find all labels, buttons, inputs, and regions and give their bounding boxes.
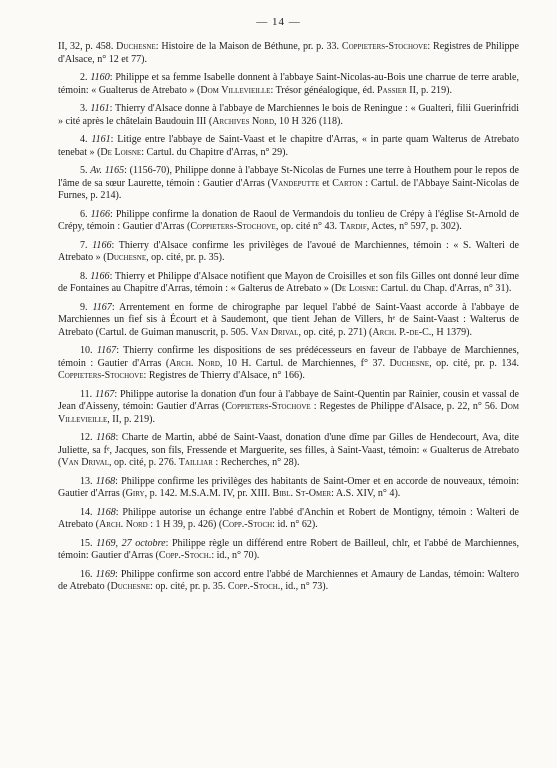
entry-text: : id. n° 62). xyxy=(272,519,318,530)
entry-number: 9. xyxy=(80,301,88,313)
entry-text: : Philippe autorise la donation d'un four à l'abbaye de Saint-Quentin par Rainier, cousin et vassal de Jean d'Aisseny, témoin: xyxy=(58,388,520,412)
small-caps-text: Copp.-Stoch. xyxy=(227,581,281,592)
small-caps-text: Copp.-Stoch. xyxy=(158,550,212,561)
small-caps-text: Carton xyxy=(332,177,363,189)
entry-date: 1161 xyxy=(91,134,111,145)
italic-text: Gautier d'Arras xyxy=(97,357,162,369)
entry-item xyxy=(58,209,519,234)
entry-text: : xyxy=(375,283,381,294)
small-caps-text: Dom Villevieille xyxy=(200,84,271,96)
entry-text: et xyxy=(319,177,333,189)
entry-text: : Charte de Martin, abbé de Saint-Vaast, donation d'une dîme par Gilles de Hendecourt, Ava, dite Juliette, sa fᵉ, Jacques, son fils, Fressende et Marguerite, ses filles, à Saint-Vaast, témoin: « xyxy=(58,432,519,456)
small-caps-text: Coppieters-Stochove xyxy=(190,221,276,232)
small-caps-text: Dom Villevieille xyxy=(58,401,519,425)
entry-text: : 1 H 39, p. 426) ( xyxy=(147,519,223,530)
small-caps-text: Tardif xyxy=(339,221,367,232)
entry-text: , pr. p. 33. xyxy=(297,41,342,52)
entry-date: 1166 xyxy=(90,208,110,220)
entry-number: 6. xyxy=(80,208,88,220)
entry-date: 1166 xyxy=(92,239,112,251)
small-caps-text: Duchesne xyxy=(106,252,147,263)
entry-text: , n° 12 et 77). xyxy=(92,53,147,65)
small-caps-text: Archives Nord xyxy=(212,115,275,127)
italic-text: Cartul. du Chap. d'Arras xyxy=(380,283,479,294)
small-caps-text: De Loisne xyxy=(100,146,142,158)
entry-text: , xyxy=(108,457,115,468)
entry-number: 12. xyxy=(80,432,93,443)
entry-number: 4. xyxy=(80,134,88,145)
entry-text: » ( xyxy=(186,84,201,96)
entry-text: : xyxy=(212,457,221,468)
small-caps-text: Tailliar xyxy=(178,457,213,468)
entry-date: 1168 xyxy=(95,475,116,487)
italic-text: Trésor généalogique xyxy=(275,84,358,96)
entry-number: 5. xyxy=(80,165,88,176)
italic-text: Actes xyxy=(371,221,395,232)
entry-text: , xyxy=(146,252,152,263)
entry-item xyxy=(58,103,519,128)
small-caps-text: Van Drival xyxy=(250,326,299,338)
entry-text: II, 32, p. 458. xyxy=(58,41,117,52)
italic-text: Cartul. de Marchiennes xyxy=(255,357,354,369)
entry-continuation xyxy=(58,41,519,66)
italic-text: Histoire de la Maison de Béthune xyxy=(161,41,298,52)
entry-text: , n° 166). xyxy=(267,370,305,381)
entry-item xyxy=(58,165,519,203)
italic-text: op. cité xyxy=(151,252,181,263)
entry-text: » cité après le châtelain Baudouin III ( xyxy=(58,115,213,127)
entry-text: , 10 H. xyxy=(219,357,256,369)
entry-text: » ( xyxy=(87,146,101,158)
entry-item xyxy=(58,345,519,383)
entry-date: 1160 xyxy=(90,72,110,83)
entry-date: 1169 xyxy=(95,568,115,580)
entry-date: 1167 xyxy=(95,388,115,400)
entry-text: , 10 H 326 (118). xyxy=(274,115,343,127)
entry-number: 16. xyxy=(80,568,93,580)
entry-date: Av. 1165 xyxy=(90,165,125,176)
entry-text: , xyxy=(298,326,304,338)
entry-text: , n° 597, p. 302). xyxy=(394,221,462,232)
entry-date: 1169, 27 octobre xyxy=(96,537,166,549)
entry-text: ( xyxy=(153,550,159,561)
entry-number: 11. xyxy=(80,388,93,400)
entry-text: , n° 29). xyxy=(255,146,288,158)
small-caps-text: Bibl. St-Omer xyxy=(272,488,332,499)
small-caps-text: Giry xyxy=(125,488,145,499)
entry-text: , II, p. 219). xyxy=(107,413,155,425)
entry-text: : xyxy=(150,581,156,592)
italic-text: Gualterus de Atrebato xyxy=(430,444,519,456)
entry-item xyxy=(58,302,519,340)
entry-number: 3. xyxy=(80,103,88,114)
small-caps-text: Arch. Nord xyxy=(169,357,220,369)
small-caps-text: Coppieters-Stochove xyxy=(225,401,311,412)
italic-text: Walterus de Atrebato (Cartul. de Guiman manuscrit xyxy=(58,314,520,338)
entry-text: : Philippe confirme les privilèges des habitants de Saint-Omer et en accorde de nouveaux, témoin: xyxy=(115,475,519,487)
small-caps-text: Passier xyxy=(377,84,407,96)
entry-date: 1166 xyxy=(90,270,110,282)
entry-text: : xyxy=(270,84,276,96)
entry-text: ( xyxy=(93,519,100,530)
small-caps-text: Vandeputte xyxy=(270,177,320,189)
entry-text: : (1156-70), Philippe donne à l'abbaye St-Nicolas de Furnes une terre à Houthem pour le repos de l'âme de sa sœur Laurette, témoin : xyxy=(58,165,520,189)
entry-text: ( xyxy=(58,457,62,468)
entry-date: 1167 xyxy=(96,345,117,356)
entry-date: 1168 xyxy=(96,506,116,518)
entry-item xyxy=(58,476,519,501)
italic-text: Galterus de Atrebato xyxy=(238,283,322,294)
entry-text: : Thierry et Philippe d'Alsace notifient que Mayon de Croisilles et son fils Gilles ont donné leur dîme de Fontaines au Chapitre d'Arras, témoin : « xyxy=(58,270,519,294)
entry-text: : xyxy=(155,41,162,52)
entry-text: : Philippe autorise un échange entre l'abbé d'Anchin et Robert de Montigny, témoin : xyxy=(115,506,477,518)
entry-item xyxy=(58,240,519,265)
italic-text: Registres de Thierry d'Alsace xyxy=(148,370,268,381)
entry-text: , xyxy=(366,221,372,232)
entry-item xyxy=(58,538,519,563)
entry-item xyxy=(58,569,519,594)
italic-text: Gautier d'Arras xyxy=(156,401,219,412)
entry-text: » ( xyxy=(321,283,335,294)
entry-text: , p. 214). xyxy=(85,190,122,201)
entry-text: ( xyxy=(104,581,111,592)
entry-text: , n° 31). xyxy=(478,283,512,294)
entry-text: : Thierry d'Alsace donne à l'abbaye de Marchiennes le bois de Reningue : « xyxy=(109,103,419,114)
entry-text: , n° 28). xyxy=(267,457,300,468)
entry-text: : Philippe et sa femme Isabelle donnent à l'abbaye Saint-Nicolas-au-Bois une charrue de terre arable, témoin: « xyxy=(58,72,520,96)
entry-text: : Litige entre l'abbaye de Saint-Vaast et le chapitre d'Arras, « xyxy=(110,134,371,145)
small-caps-text: Van Drival xyxy=(61,457,109,468)
italic-text: op. cité xyxy=(155,581,185,592)
italic-text: Gualteri, filii Guerinfridi xyxy=(418,103,520,114)
entry-text: : xyxy=(362,177,371,189)
italic-text: Waltero de Atrebato xyxy=(58,568,520,592)
entry-number: 15. xyxy=(80,537,93,549)
italic-text: Gautier d'Arras xyxy=(58,488,120,499)
italic-text: S. Walteri de Atrebato xyxy=(58,239,519,263)
entry-text: , pr. p. 35. xyxy=(184,581,228,592)
entry-item xyxy=(58,389,519,427)
small-caps-text: Coppieters-Stochove xyxy=(58,370,144,381)
entry-text: , p. 142. M.S.A.M. IV, pr. XIII. xyxy=(144,488,273,499)
entry-number: 13. xyxy=(80,475,93,487)
entry-text: , H 1379). xyxy=(431,326,473,338)
entries-list xyxy=(58,41,519,600)
small-caps-text: Copp.-Stoch xyxy=(222,519,273,530)
page-number-header: — 14 — xyxy=(256,16,301,28)
entry-date: 1168 xyxy=(96,432,116,443)
entry-text: ( xyxy=(119,488,126,499)
italic-text: Walteri de Atrebato xyxy=(58,506,519,530)
italic-text: Gautier d'Arras xyxy=(91,550,154,561)
entry-text: , p. 505. xyxy=(215,326,251,338)
italic-text: in parte quam Walterus de Atrebato tenebat xyxy=(58,134,519,158)
italic-text: op. cité xyxy=(303,326,334,338)
entry-date: 1167 xyxy=(92,301,112,313)
entry-text: : xyxy=(141,146,147,158)
entry-text: : xyxy=(427,41,434,52)
small-caps-text: Duchesne xyxy=(389,357,430,369)
small-caps-text: Arch. P.-de-C. xyxy=(372,326,432,338)
entry-text: , pr. p. 134. xyxy=(467,357,519,369)
italic-text: op. cité xyxy=(280,221,311,232)
entry-text: , p. 22, n° 56. xyxy=(441,401,501,412)
entry-date: 1161 xyxy=(90,103,110,114)
entry-text: , xyxy=(275,221,281,232)
entry-text: ( xyxy=(161,357,170,369)
entry-item xyxy=(58,72,519,97)
small-caps-text: Coppieters-Stochove xyxy=(341,41,428,52)
entry-item xyxy=(58,134,519,159)
entry-text: , xyxy=(429,357,437,369)
italic-text: op. cité xyxy=(114,457,144,468)
italic-text: Regestes de Philippe d'Alsace xyxy=(319,401,442,412)
italic-text: Cartul. du Chapitre d'Arras xyxy=(146,146,256,158)
small-caps-text: De Loisne xyxy=(334,283,376,294)
entry-text: , id., n° 73). xyxy=(280,581,329,592)
small-caps-text: Arch. Nord xyxy=(99,519,148,530)
entry-number: 14. xyxy=(80,506,93,518)
entry-text: : Arrentement en forme de chirographe par lequel l'abbé de Saint-Vaast accorde à l'abbaye de Marchiennes un fief sis à Écourt et à Saudemont, que tient Jehan de Villers, hᵉ de Saint-Vaast : xyxy=(58,301,519,325)
small-caps-text: Duchesne xyxy=(110,581,150,592)
entry-text: , p. 271) ( xyxy=(333,326,373,338)
italic-text: Gautier d'Arras xyxy=(202,177,265,189)
entry-text: : Philippe confirme son accord entre l'abbé de Marchiennes et Amaury de Landas, témoin: xyxy=(115,568,488,580)
entry-text: , f° 37. xyxy=(353,357,390,369)
italic-text: Recherches xyxy=(220,457,268,468)
entry-text: : A.S. XIV, n° 4). xyxy=(331,488,401,499)
entry-number: 10. xyxy=(80,345,93,356)
entry-text: ( xyxy=(184,221,191,232)
entry-number: 8. xyxy=(80,270,88,282)
entry-text: : xyxy=(143,370,149,381)
italic-text: Cartul. de l'Abbaye Saint-Nicolas de Furnes xyxy=(58,177,520,201)
italic-text: Gualterus de Atrebato xyxy=(98,84,187,96)
small-caps-text: Duchesne xyxy=(116,41,156,52)
entry-number: 7. xyxy=(80,239,88,251)
entry-text: : Thierry d'Alsace confirme les privilèges de l'avoué de Marchiennes, témoin : « xyxy=(111,239,464,251)
entry-text: , p. 276. xyxy=(143,457,179,468)
entry-text: : Philippe confirme la donation de Raoul de Vermandois du tonlieu de Crépy à l'église St-Arnold de Crépy, témoin : xyxy=(58,208,519,232)
entry-text: : Philippe règle un différend entre Robert de Bailleul, chlr, et l'abbé de Marchiennes, témoin: xyxy=(58,537,519,561)
entry-number: 2. xyxy=(80,72,88,83)
italic-text: Gautier d'Arras xyxy=(122,221,185,232)
entry-item xyxy=(58,432,519,470)
entry-text: , pr. p. 35). xyxy=(180,252,225,263)
entry-text: II, p. 219). xyxy=(406,84,452,96)
entry-text: , éd. xyxy=(357,84,378,96)
entry-text: : xyxy=(310,401,320,412)
entry-item xyxy=(58,271,519,296)
entry-text: : id., n° 70). xyxy=(211,550,260,561)
italic-text: Registres de Philippe d'Alsace xyxy=(58,41,520,65)
italic-text: op. cité xyxy=(436,357,468,369)
entry-text: n° 43. xyxy=(310,221,340,232)
entry-item xyxy=(58,507,519,532)
entry-text: ( xyxy=(264,177,271,189)
entry-text: ( xyxy=(218,401,226,412)
entry-text: » ( xyxy=(93,252,107,263)
entry-text: : Thierry confirme les dispositions de ses prédécesseurs en faveur de l'abbaye de Marchiennes, témoin : xyxy=(58,345,519,369)
